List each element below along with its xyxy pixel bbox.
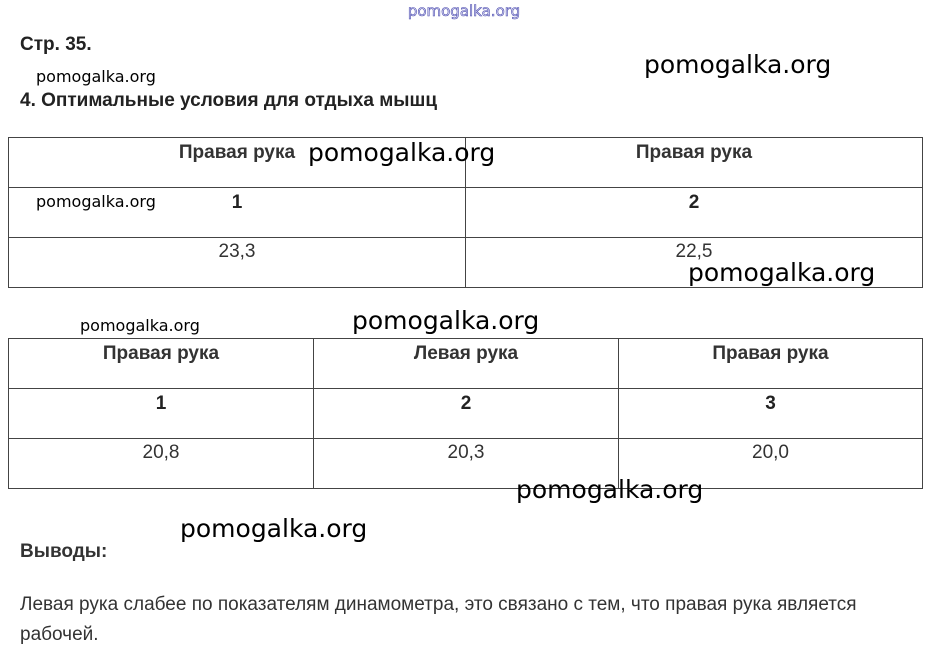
watermark-label: pomogalka.org [80,316,200,335]
table-header-cell: Правая рука [9,138,466,188]
watermark-label: pomogalka.org [516,475,704,504]
table-cell: 3 [619,389,923,439]
table-cell: 20,3 [314,439,619,489]
table-header-cell: Левая рука [314,339,619,389]
table-cell: 22,5 [466,238,923,288]
watermark-label: pomogalka.org [352,306,540,335]
watermark-label: pomogalka.org [180,514,368,543]
table-cell: 20,8 [9,439,314,489]
table-cell: 2 [314,389,619,439]
results-table-2 [8,338,923,489]
table-header-cell: Правая рука [466,138,923,188]
table-header-row [9,339,923,389]
page-number: Стр. 35. [20,34,92,55]
watermark-label: pomogalka.org [688,258,876,287]
table-header-cell: Правая рука [619,339,923,389]
section-heading: 4. Оптимальные условия для отдыха мышц [20,90,438,111]
table-cell: 20,0 [619,439,923,489]
table-cell: 1 [9,389,314,439]
table-row [9,439,923,489]
watermark-label: pomogalka.org [36,67,156,86]
conclusion-text: Левая рука слабее по показателям динамометра, это связано с тем, что правая рука является рабочей. [20,594,857,645]
table-cell: 2 [466,188,923,238]
table-cell: 23,3 [9,238,466,288]
watermark-label: pomogalka.org [308,138,496,167]
table-cell: 1 [9,188,466,238]
table-row [9,389,923,439]
table-header-cell: Правая рука [9,339,314,389]
watermark-label: pomogalka.org [36,192,156,211]
top-watermark: pomogalka.org [407,2,521,20]
conclusion-title: Выводы: [20,541,108,562]
watermark-label: pomogalka.org [644,50,832,79]
